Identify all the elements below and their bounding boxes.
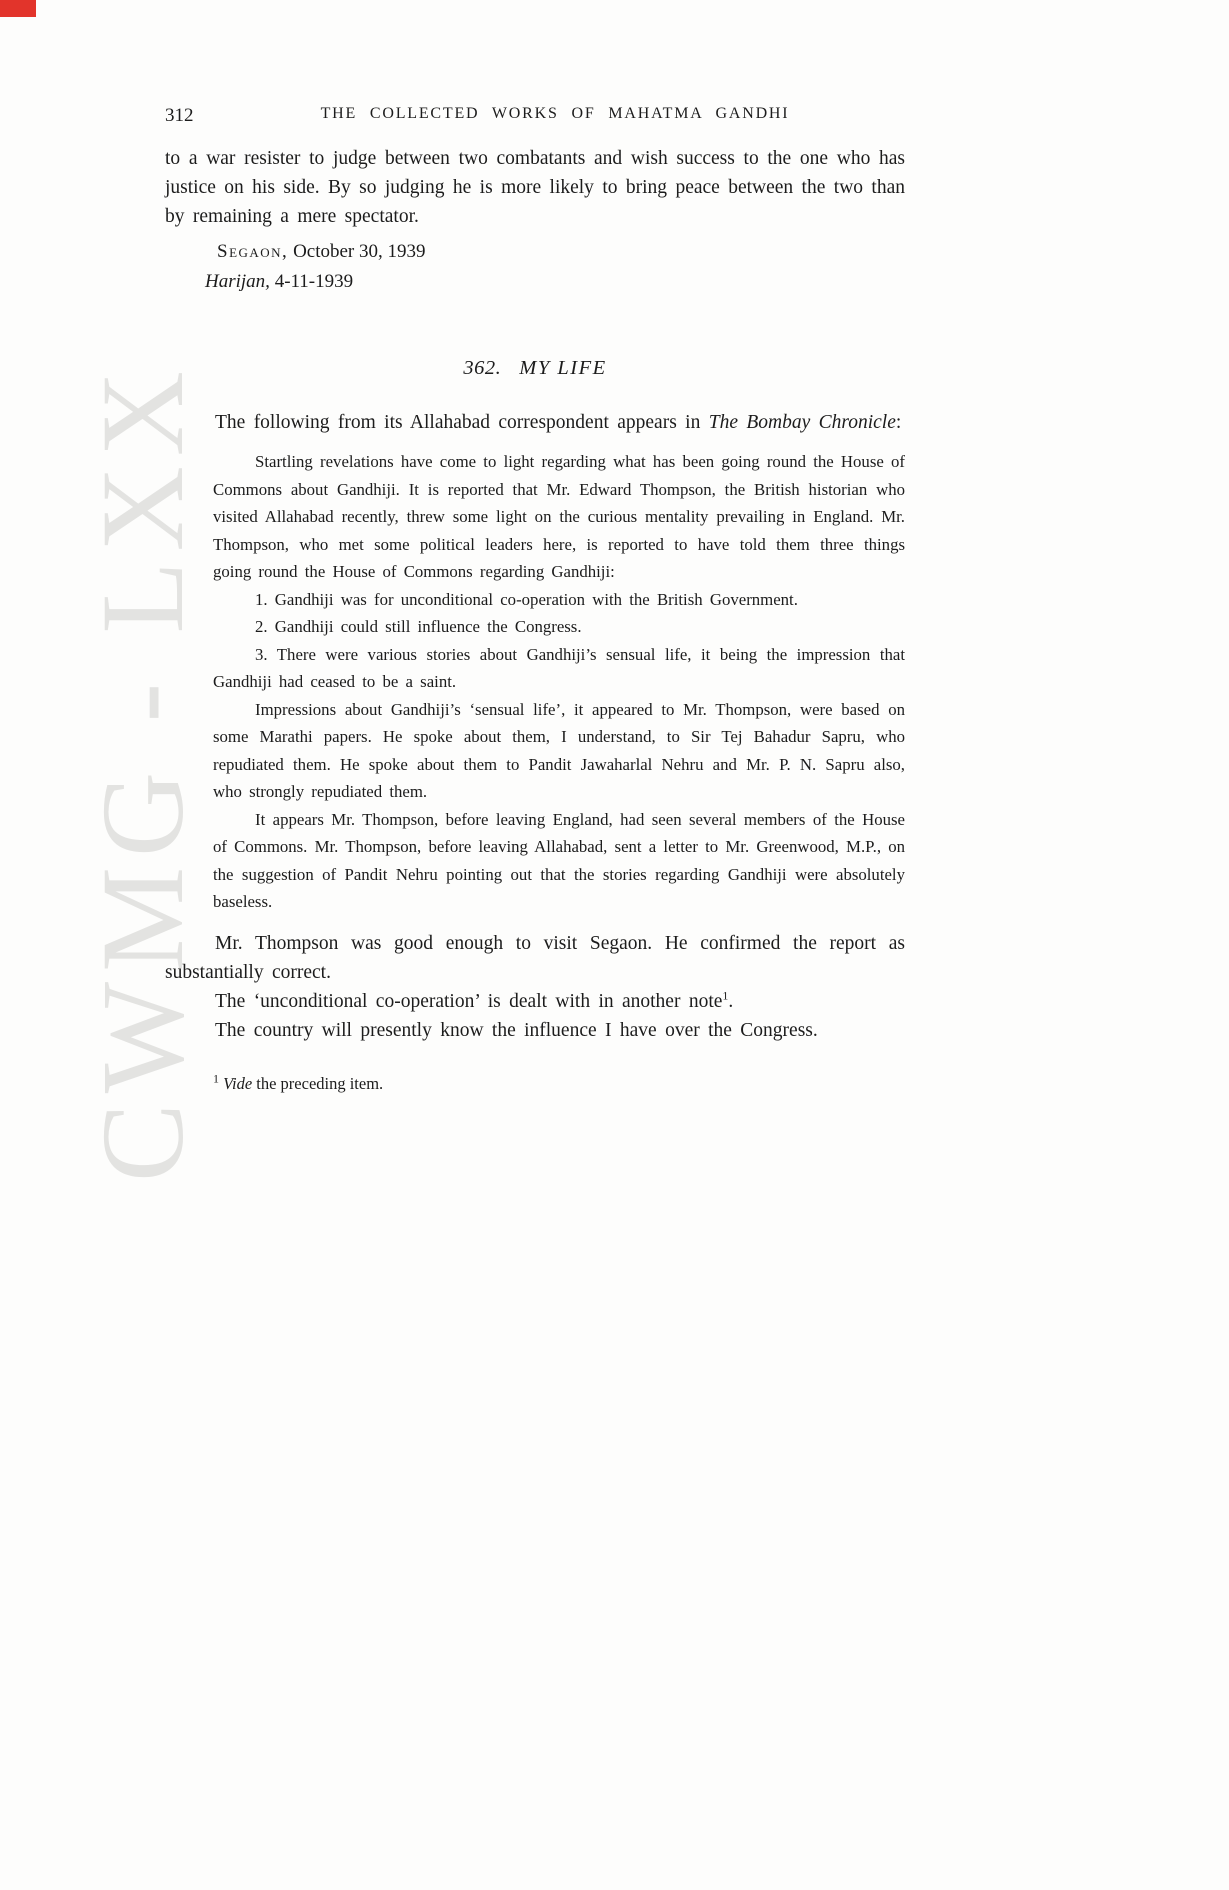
intro-text: The following from its Allahabad correspondent appears in xyxy=(215,412,701,433)
intro-paragraph xyxy=(165,408,905,437)
date-text: October 30, 1939 xyxy=(293,241,426,262)
running-title: THE COLLECTED WORKS OF MAHATMA GANDHI xyxy=(320,105,790,122)
extract-list-item: 3. There were various stories about Gandhiji’s sensual life, it being the impression that Gandhiji had ceased to be a saint. xyxy=(213,644,905,691)
source-date: 4-11-1939 xyxy=(274,271,354,292)
watermark: CWMG - LXX xyxy=(77,360,208,1182)
dateline xyxy=(165,241,905,263)
extract-list-item: 1. Gandhiji was for unconditional co-operation with the British Government. xyxy=(255,589,798,609)
page-header xyxy=(165,105,905,129)
item-heading xyxy=(165,357,905,380)
extract-paragraph: It appears Mr. Thompson, before leaving England, had seen several members of the House of Commons. Mr. Thompson, before leaving Allahabad, sent a letter to Mr. Greenwood, M.P., on the suggestion of Pandit Nehru pointing out that the stories regarding Gandhiji were absolutely baseless. xyxy=(213,809,905,911)
item-number: 362. xyxy=(463,357,502,379)
footnote-marker: 1 xyxy=(213,1071,219,1085)
footnote-vide: Vide xyxy=(223,1073,253,1093)
source-line xyxy=(165,271,905,293)
intro-colon: : xyxy=(895,412,902,433)
closing-paragraph xyxy=(165,987,905,1016)
closing-paragraph: Mr. Thompson was good enough to visit Segaon. He confirmed the report as substantially correct. xyxy=(165,932,905,983)
item-title: MY LIFE xyxy=(519,357,607,379)
footnote-text: the preceding item. xyxy=(256,1073,384,1093)
extract-paragraph: Impressions about Gandhiji’s ‘sensual life’, it appeared to Mr. Thompson, were based on some Marathi papers. He spoke about them, I understand, to Sir Tej Bahadur Sapru, who repudiated them. He spoke about them to Pandit Jawaharlal Nehru and Mr. P. N. Sapru also, who strongly repudiated them. xyxy=(213,699,905,801)
body-paragraph: to a war resister to judge between two combatants and wish success to the one who has justice on his side. By so judging he is more likely to bring peace between the two than by remaining a mere spectator. xyxy=(165,148,905,227)
source-title: Harijan, xyxy=(205,271,270,292)
footnote xyxy=(165,1072,905,1096)
extract-paragraph: Startling revelations have come to light regarding what has been going round the House of Commons about Gandhiji. It is reported that Mr. Edward Thompson, the British historian who visited Allahabad recently, threw some light on the curious mentality prevailing in England. Mr. Thompson, who met some political leaders here, is reported to have told them three things going round the House of Commons regarding Gandhiji: xyxy=(213,452,905,581)
closing-note-text: The ‘unconditional co-operation’ is dealt with in another note xyxy=(215,990,723,1012)
place-name: Segaon, xyxy=(217,241,289,262)
closing-block xyxy=(165,929,905,1045)
corner-tab xyxy=(0,0,36,17)
extract-list-item: 2. Gandhiji could still influence the Congress. xyxy=(255,617,582,636)
closing-note-period: . xyxy=(728,990,734,1012)
footnote-reference: 1 xyxy=(722,988,729,1002)
page-content xyxy=(165,105,905,1096)
intro-source-title: The Bombay Chronicle xyxy=(708,412,896,433)
extract-block xyxy=(213,448,905,916)
page-number: 312 xyxy=(165,105,194,126)
closing-paragraph: The country will presently know the influence I have over the Congress. xyxy=(215,1019,818,1041)
